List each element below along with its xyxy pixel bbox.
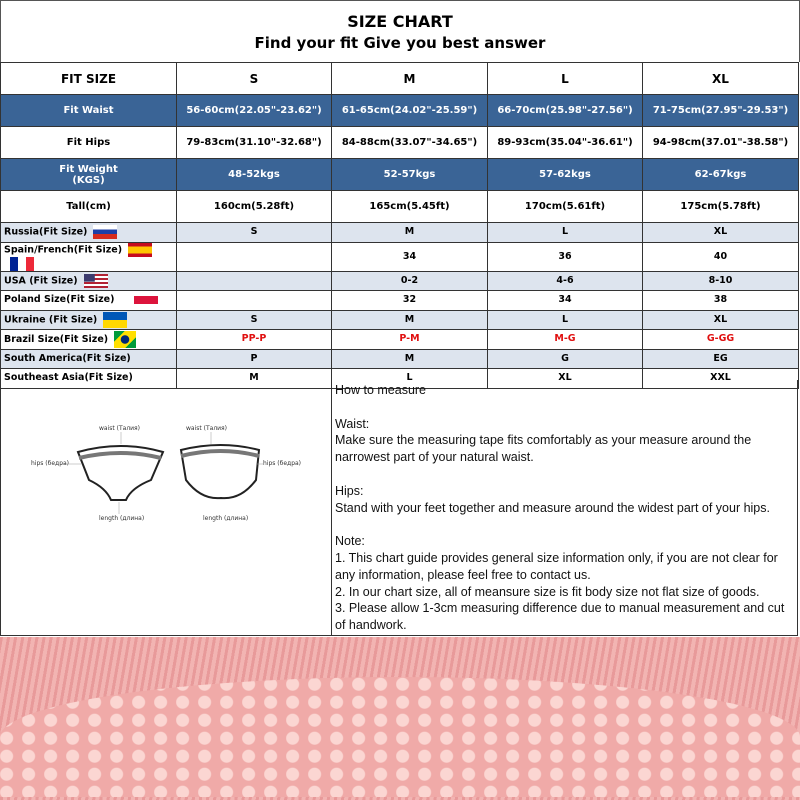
country-row bbox=[1, 242, 799, 271]
measure-instructions bbox=[335, 382, 795, 634]
row-label-line: (KGS) bbox=[72, 174, 105, 186]
country-row bbox=[1, 330, 799, 350]
cell: 62-67kgs bbox=[643, 159, 799, 191]
country-row bbox=[1, 271, 799, 291]
cell: 32 bbox=[332, 291, 488, 311]
chart-title-block bbox=[0, 0, 800, 62]
cell: 89-93cm(35.04"-36.61") bbox=[488, 127, 643, 159]
cell: 40 bbox=[643, 242, 799, 271]
cell: 34 bbox=[488, 291, 643, 311]
country-label bbox=[1, 223, 177, 243]
cell: 57-62kgs bbox=[488, 159, 643, 191]
cell: 61-65cm(24.02"-25.59") bbox=[332, 95, 488, 127]
country-label bbox=[1, 349, 177, 369]
cell bbox=[177, 271, 332, 291]
cell: L bbox=[332, 369, 488, 389]
product-fabric-photo bbox=[0, 637, 800, 800]
hips-label: hips (бедра) bbox=[263, 460, 302, 467]
country-name: USA (Fit Size) bbox=[4, 275, 78, 287]
country-name: Brazil Size(Fit Size) bbox=[4, 333, 109, 345]
length-label: length (длина) bbox=[203, 515, 249, 522]
cell: 34 bbox=[332, 242, 488, 271]
cell: 0-2 bbox=[332, 271, 488, 291]
russia-flag-icon bbox=[87, 227, 117, 238]
country-row bbox=[1, 310, 799, 330]
note-item: 3. Please allow 1-3cm measuring difference due to manual measurement and cut of handwork. bbox=[335, 601, 785, 633]
country-label bbox=[1, 330, 177, 350]
cell: P bbox=[177, 349, 332, 369]
country-name: South America(Fit Size) bbox=[4, 352, 131, 364]
cell: 38 bbox=[643, 291, 799, 311]
cell: 71-75cm(27.95"-29.53") bbox=[643, 95, 799, 127]
row-label: Tall(cm) bbox=[1, 191, 177, 223]
waist-heading: Waist: bbox=[335, 416, 370, 431]
country-label bbox=[1, 271, 177, 291]
row-label bbox=[1, 159, 177, 191]
cell: G bbox=[488, 349, 643, 369]
country-label bbox=[1, 291, 177, 311]
cell: M-G bbox=[488, 330, 643, 350]
cell: PP-P bbox=[177, 330, 332, 350]
cell: S bbox=[177, 223, 332, 243]
hips-label: hips (бедра) bbox=[31, 460, 70, 467]
cell: 165cm(5.45ft) bbox=[332, 191, 488, 223]
cell: 170cm(5.61ft) bbox=[488, 191, 643, 223]
cell: 36 bbox=[488, 242, 643, 271]
cell: XXL bbox=[643, 369, 799, 389]
cell bbox=[177, 242, 332, 271]
lace-trim bbox=[0, 677, 800, 797]
header-cell: XL bbox=[643, 63, 799, 95]
brazil-flag-icon bbox=[108, 334, 136, 345]
cell: 175cm(5.78ft) bbox=[643, 191, 799, 223]
cell: S bbox=[177, 310, 332, 330]
waist-label: waist (Талия) bbox=[186, 425, 228, 432]
ukraine-flag-icon bbox=[97, 314, 127, 325]
usa-flag-icon bbox=[78, 275, 108, 286]
cell: 8-10 bbox=[643, 271, 799, 291]
table-row bbox=[1, 95, 799, 127]
cell: 4-6 bbox=[488, 271, 643, 291]
header-cell: M bbox=[332, 63, 488, 95]
how-to-measure-section bbox=[0, 380, 798, 636]
cell: 48-52kgs bbox=[177, 159, 332, 191]
header-cell: S bbox=[177, 63, 332, 95]
note-item: 1. This chart guide provides general size information only, if you are not clear for any information, please feel free to contact us. bbox=[335, 550, 778, 582]
cell: XL bbox=[643, 223, 799, 243]
hips-heading: Hips: bbox=[335, 483, 364, 498]
table-row bbox=[1, 159, 799, 191]
cell: XL bbox=[643, 310, 799, 330]
cell: EG bbox=[643, 349, 799, 369]
chart-subtitle: Find your fit Give you best answer bbox=[254, 34, 546, 52]
country-name: Southeast Asia(Fit Size) bbox=[4, 372, 133, 384]
country-row bbox=[1, 291, 799, 311]
row-label: Fit Waist bbox=[1, 95, 177, 127]
cell: 84-88cm(33.07"-34.65") bbox=[332, 127, 488, 159]
cell: 79-83cm(31.10"-32.68") bbox=[177, 127, 332, 159]
hips-text: Stand with your feet together and measure around the widest part of your hips. bbox=[335, 500, 770, 515]
cell: G-GG bbox=[643, 330, 799, 350]
row-label: Fit Hips bbox=[1, 127, 177, 159]
cell bbox=[177, 291, 332, 311]
chart-title: SIZE CHART bbox=[347, 12, 453, 31]
header-cell: L bbox=[488, 63, 643, 95]
cell: 160cm(5.28ft) bbox=[177, 191, 332, 223]
note-heading: Note: bbox=[335, 534, 365, 549]
cell: XL bbox=[488, 369, 643, 389]
cell: L bbox=[488, 223, 643, 243]
cell: P-M bbox=[332, 330, 488, 350]
table-row bbox=[1, 127, 799, 159]
measure-heading: How to measure bbox=[335, 383, 427, 397]
country-row bbox=[1, 223, 799, 243]
country-name: Spain/French(Fit Size) bbox=[4, 244, 123, 255]
note-item: 2. In our chart size, all of meansure size is fit body size not flat size of goods. bbox=[335, 584, 760, 599]
cell: 56-60cm(22.05"-23.62") bbox=[177, 95, 332, 127]
cell: 94-98cm(37.01"-38.58") bbox=[643, 127, 799, 159]
country-label bbox=[1, 242, 177, 271]
cell: 52-57kgs bbox=[332, 159, 488, 191]
measure-figure bbox=[1, 380, 332, 636]
cell: M bbox=[177, 369, 332, 389]
country-name: Poland Size(Fit Size) bbox=[4, 294, 115, 306]
poland-flag-icon bbox=[114, 294, 158, 305]
country-label bbox=[1, 310, 177, 330]
header-row bbox=[1, 63, 799, 95]
length-label: length (длина) bbox=[99, 515, 145, 522]
cell: L bbox=[488, 310, 643, 330]
waist-text: Make sure the measuring tape fits comfortably as your measure around the narrowest part of your natural waist. bbox=[335, 433, 752, 465]
size-table bbox=[0, 62, 799, 389]
waist-label: waist (Талия) bbox=[99, 425, 141, 432]
country-row bbox=[1, 349, 799, 369]
cell: M bbox=[332, 349, 488, 369]
briefs-diagram bbox=[1, 380, 332, 636]
table-row bbox=[1, 191, 799, 223]
header-cell: FIT SIZE bbox=[1, 63, 177, 95]
country-name: Russia(Fit Size) bbox=[4, 226, 88, 238]
cell: M bbox=[332, 223, 488, 243]
country-name: Ukraine (Fit Size) bbox=[4, 314, 98, 326]
cell: 66-70cm(25.98"-27.56") bbox=[488, 95, 643, 127]
cell: M bbox=[332, 310, 488, 330]
row-label-line: Fit Weight bbox=[59, 163, 118, 175]
